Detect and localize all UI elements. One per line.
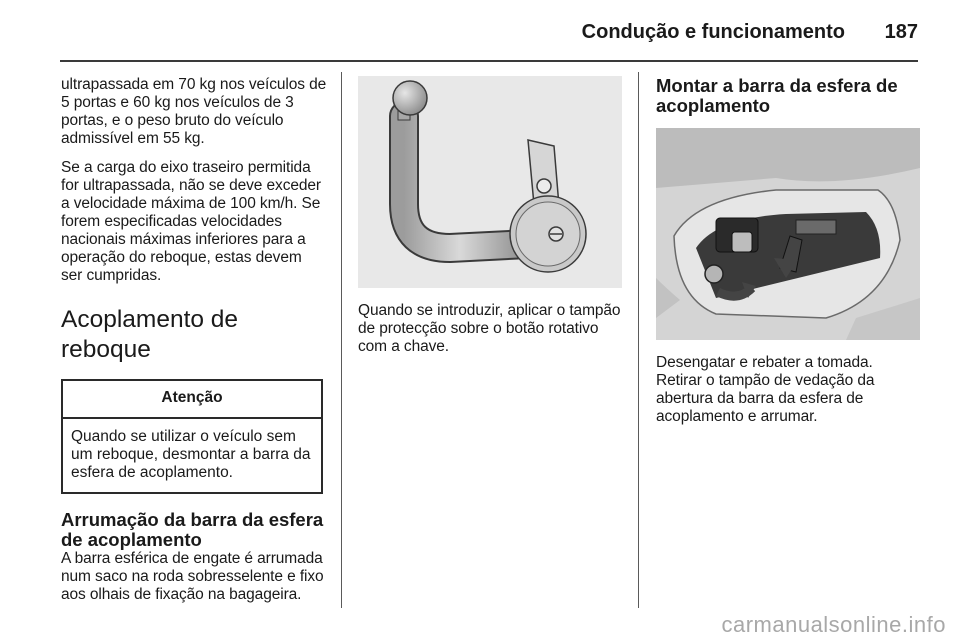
paragraph: A barra esférica de engate é arrumada num saco na roda sobresselente e fixo aos olhais de fixação na bagageira. bbox=[61, 550, 324, 603]
paragraph: Se a carga do eixo traseiro permitida for ultrapassada, não se deve exceder a velocidade máxima de 100 km/h. Se forem especificadas velocidades nacionais máximas inferiores para a operação do reboque, estas devem ser cumpridas. bbox=[61, 159, 321, 284]
tow-socket-illustration bbox=[656, 128, 920, 340]
warning-box bbox=[61, 379, 323, 494]
paragraph: ultrapassada em 70 kg nos veículos de 5 portas e 60 kg nos veículos de 3 portas, e o peso bruto do veículo admissível em 55 kg. bbox=[61, 76, 327, 147]
watermark: carmanualsonline.info bbox=[721, 612, 946, 637]
warning-title: Atenção bbox=[63, 381, 321, 419]
column-divider bbox=[341, 72, 342, 608]
column-divider bbox=[638, 72, 639, 608]
figure-caption: Desengatar e rebater a tomada. Retirar o tampão de vedação da abertura da barra da esfera de acoplamento e arrumar. bbox=[656, 354, 875, 425]
column-left bbox=[61, 76, 327, 615]
tow-ball-bar-illustration bbox=[358, 76, 622, 288]
page-number: 187 bbox=[884, 21, 918, 43]
tow-ball-bar-icon bbox=[358, 76, 622, 288]
column-right bbox=[656, 76, 920, 437]
figure-caption: Quando se introduzir, aplicar o tampão de protecção sobre o botão rotativo com a chave. bbox=[358, 302, 621, 355]
header-divider bbox=[60, 60, 918, 62]
column-middle bbox=[358, 76, 624, 367]
warning-text: Quando se utilizar o veículo sem um reboque, desmontar a barra da esfera de acoplamento. bbox=[71, 428, 311, 481]
subsection-heading: Arrumação da barra da esfera de acoplamento bbox=[61, 509, 324, 550]
section-heading: Acoplamento de reboque bbox=[61, 306, 239, 363]
subsection-heading: Montar a barra da esfera de acoplamento bbox=[656, 75, 898, 116]
page-header-title: Condução e funcionamento bbox=[581, 21, 845, 43]
tow-socket-icon bbox=[656, 128, 920, 340]
